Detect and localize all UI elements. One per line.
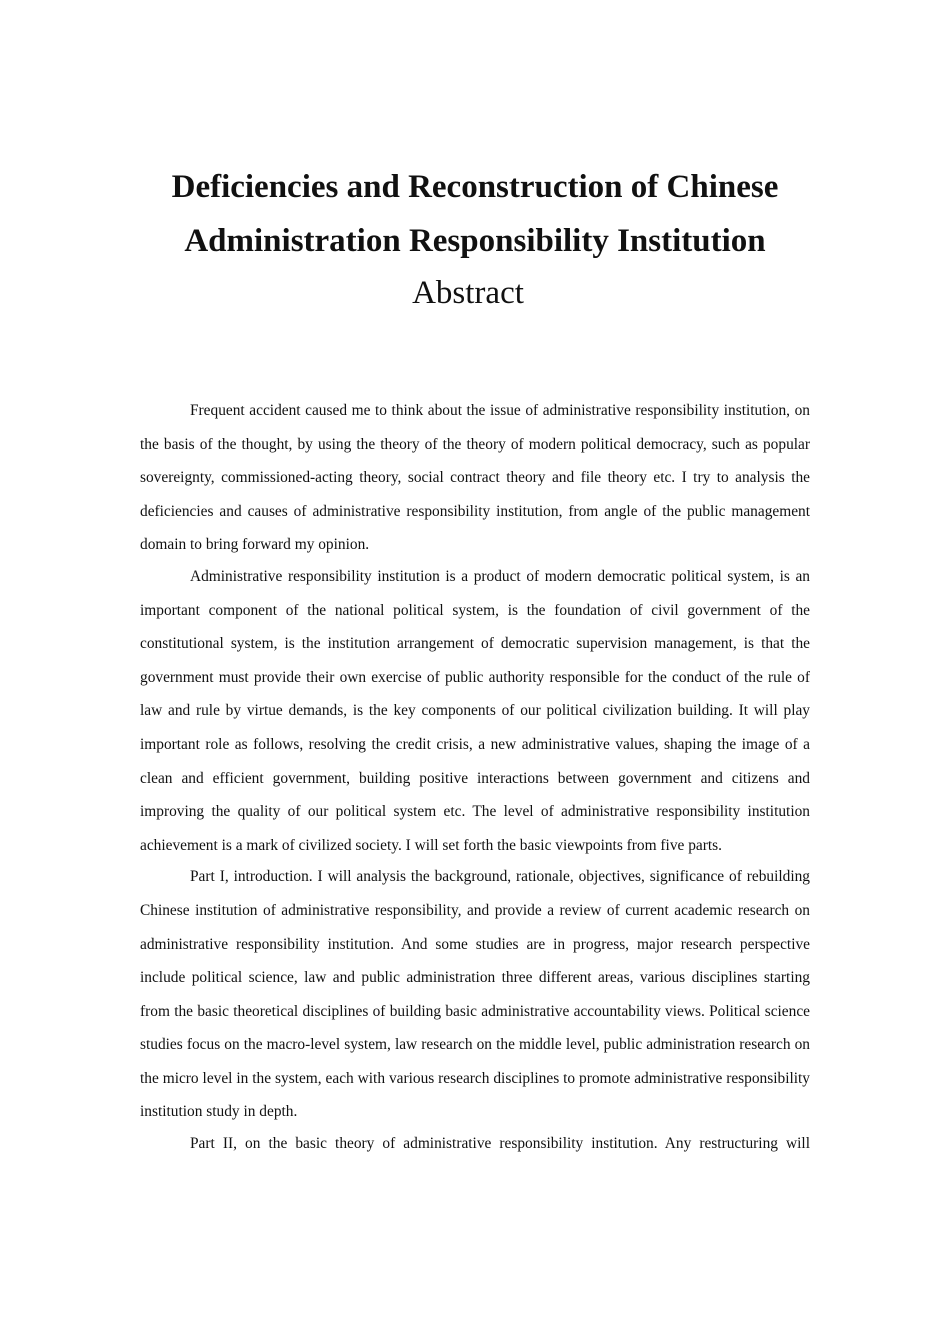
title-line-1: Deficiencies and Reconstruction of Chinese: [171, 169, 779, 205]
paragraph-3: Part I, introduction. I will analysis the background, rationale, objectives, significance of rebuilding Chinese institution of administrative responsibility, and provide a review of current academic research on administrative responsibility institution. And some studies are in progress, major research perspective include political science, law and public administration three different areas, various disciplines starting from the basic theoretical disciplines of building basic administrative accountability views. Political science studies focus on the macro-level system, law research on the middle level, public administration research on the micro level in the system, each with various research disciplines to promote administrative responsibility institution study in depth.: [140, 868, 810, 1121]
abstract-heading: Abstract: [412, 275, 524, 311]
abstract-body: [140, 394, 810, 1159]
document-title: [100, 160, 850, 268]
paragraph-2: Administrative responsibility institution is a product of modern democratic political system, is an important component of the national political system, is the foundation of civil government of the constitutional system, is the institution arrangement of democratic supervision management, is that the government must provide their own exercise of public authority responsible for the conduct of the rule of law and rule by virtue demands, is the key components of our political civilization building. It will play important role as follows, resolving the credit crisis, a new administrative values, shaping the image of a clean and efficient government, building positive interactions between government and citizens and improving the quality of our political system etc. The level of administrative responsibility institution achievement is a mark of civilized society. I will set forth the basic viewpoints from five parts.: [140, 567, 810, 854]
title-line-2: Administration Responsibility Institution: [184, 223, 766, 259]
paragraph-4: Part II, on the basic theory of administrative responsibility institution. Any restructuring will: [190, 1135, 810, 1153]
paragraph-1: Frequent accident caused me to think about the issue of administrative responsibility institution, on the basis of the thought, by using the theory of the theory of modern political democracy, such as popular sovereignty, commissioned-acting theory, social contract theory and file theory etc. I try to analysis the deficiencies and causes of administrative responsibility institution, from angle of the public management domain to bring forward my opinion.: [140, 402, 810, 554]
